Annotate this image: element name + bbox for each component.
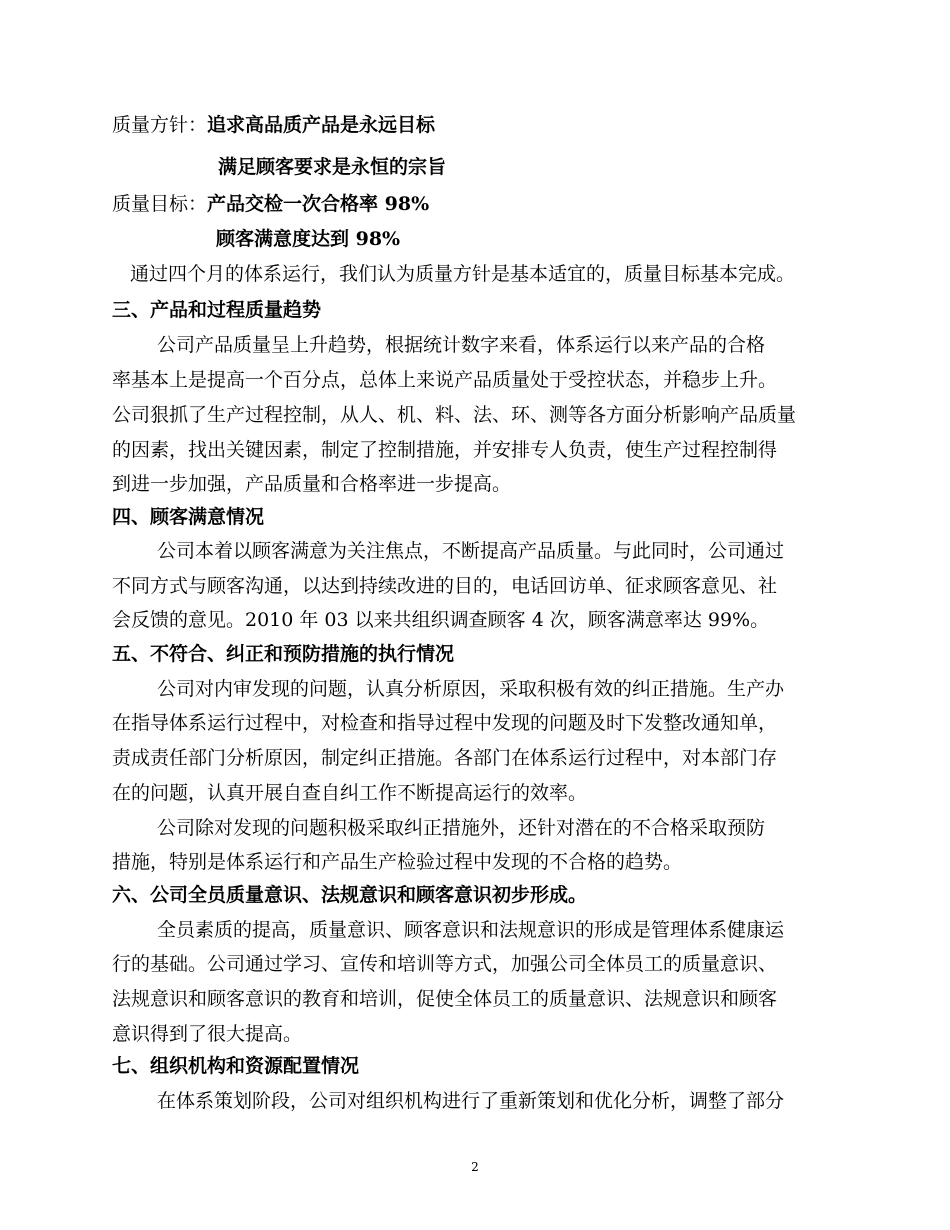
section3-line: 公司产品质量呈上升趋势，根据统计数字来看，体系运行以来产品的合格 xyxy=(157,334,766,356)
section4-line: 不同方式与顾客沟通，以达到持续改进的目的，电话回访单、征求顾客意见、社 xyxy=(112,575,778,597)
section4-line: 会反馈的意见。2010 年 03 以来共组织调查顾客 4 次，顾客满意率达 99%。 xyxy=(112,609,770,631)
section5-heading: 五、不符合、纠正和预防措施的执行情况 xyxy=(112,643,455,665)
section3-line: 公司狠抓了生产过程控制，从人、机、料、法、环、测等各方面分析影响产品质量 xyxy=(112,404,797,426)
section6-heading: 六、公司全员质量意识、法规意识和顾客意识初步形成。 xyxy=(112,884,588,906)
section3-heading: 三、产品和过程质量趋势 xyxy=(112,299,322,321)
section6-line: 行的基础。公司通过学习、宣传和培训等方式，加强公司全体员工的质量意识、 xyxy=(112,953,778,975)
section6-line: 法规意识和顾客意识的教育和培训，促使全体员工的质量意识、法规意识和顾客 xyxy=(112,988,778,1010)
objective-label: 质量目标： xyxy=(112,193,208,215)
section4-heading: 四、顾客满意情况 xyxy=(112,506,265,528)
section3-line: 的因素，找出关键因素，制定了控制措施，并安排专人负责，使生产过程控制得 xyxy=(112,439,778,461)
section3-line: 率基本上是提高一个百分点，总体上来说产品质量处于受控状态，并稳步上升。 xyxy=(112,369,778,391)
policy-text-1: 追求高品质产品是永远目标 xyxy=(207,114,436,136)
section4-line: 公司本着以顾客满意为关注焦点，不断提高产品质量。与此同时，公司通过 xyxy=(157,540,785,562)
section7-heading: 七、组织机构和资源配置情况 xyxy=(112,1055,360,1077)
summary-paragraph: 通过四个月的体系运行，我们认为质量方针是基本适宜的，质量目标基本完成。 xyxy=(130,263,796,285)
section5-line: 措施，特别是体系运行和产品生产检验过程中发现的不合格的趋势。 xyxy=(112,851,683,873)
section7-line: 在体系策划阶段，公司对组织机构进行了重新策划和优化分析，调整了部分 xyxy=(157,1090,785,1112)
section5-line: 公司对内审发现的问题，认真分析原因，采取积极有效的纠正措施。生产办 xyxy=(157,678,785,700)
page-number: 2 xyxy=(471,1160,479,1174)
policy-label: 质量方针： xyxy=(112,114,208,136)
section5-line: 责成责任部门分析原因，制定纠正措施。各部门在体系运行过程中，对本部门存 xyxy=(112,747,778,769)
section6-line: 全员素质的提高，质量意识、顾客意识和法规意识的形成是管理体系健康运 xyxy=(157,919,785,941)
objective-text-1: 产品交检一次合格率 98% xyxy=(207,193,430,215)
section5-line: 在指导体系运行过程中，对检查和指导过程中发现的问题及时下发整改通知单， xyxy=(112,712,778,734)
objective-line-1 xyxy=(112,192,429,216)
section5-line: 在的问题，认真开展自查自纠工作不断提高运行的效率。 xyxy=(112,782,588,804)
section3-line: 到进一步加强，产品质量和合格率进一步提高。 xyxy=(112,473,512,495)
section5-line: 公司除对发现的问题积极采取纠正措施外，还针对潜在的不合格采取预防 xyxy=(157,817,766,839)
policy-line-1 xyxy=(112,113,435,137)
objective-text-2: 顾客满意度达到 98% xyxy=(216,228,401,250)
policy-text-2: 满足顾客要求是永恒的宗旨 xyxy=(218,156,447,178)
section6-line: 意识得到了很大提高。 xyxy=(112,1023,303,1045)
